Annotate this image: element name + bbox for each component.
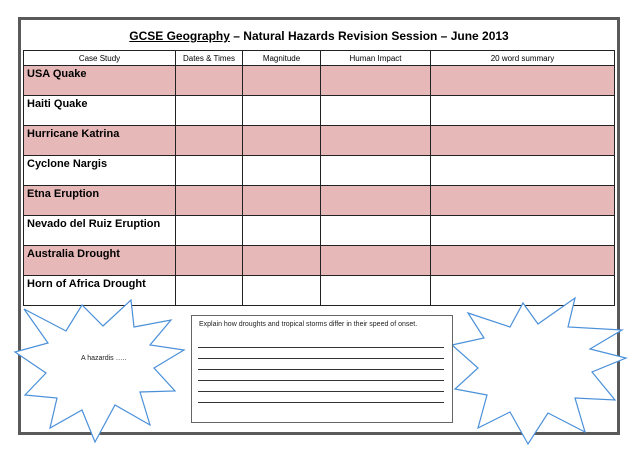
case-study-name: Nevado del Ruiz Eruption [24, 216, 176, 246]
case-study-name: USA Quake [24, 66, 176, 96]
header-magnitude: Magnitude [243, 51, 321, 66]
answer-line[interactable] [198, 380, 444, 381]
answer-line[interactable] [198, 391, 444, 392]
right-starburst-shape [452, 298, 626, 444]
answer-line[interactable] [198, 369, 444, 370]
answer-line[interactable] [198, 347, 444, 348]
case-study-name: Hurricane Katrina [24, 126, 176, 156]
question-box [191, 315, 453, 423]
title-rest: – Natural Hazards Revision Session – June 2013 [229, 29, 509, 43]
answer-line[interactable] [198, 358, 444, 359]
title-subject: GCSE Geography [129, 29, 230, 43]
case-study-name: Haiti Quake [24, 96, 176, 126]
case-study-name: Australia Drought [24, 246, 176, 276]
case-study-name: Cyclone Nargis [24, 156, 176, 186]
header-dates-times: Dates & Times [176, 51, 243, 66]
case-study-name: Horn of Africa Drought [24, 276, 176, 306]
answer-line[interactable] [198, 402, 444, 403]
header-summary: 20 word summary [431, 51, 615, 66]
header-case-study: Case Study [24, 51, 176, 66]
header-human-impact: Human Impact [321, 51, 431, 66]
question-prompt: Explain how droughts and tropical storms differ in their speed of onset. [199, 321, 418, 328]
left-starburst-shape [15, 300, 184, 442]
left-star-text: A hazardis ….. [81, 355, 127, 362]
case-study-name: Etna Eruption [24, 186, 176, 216]
